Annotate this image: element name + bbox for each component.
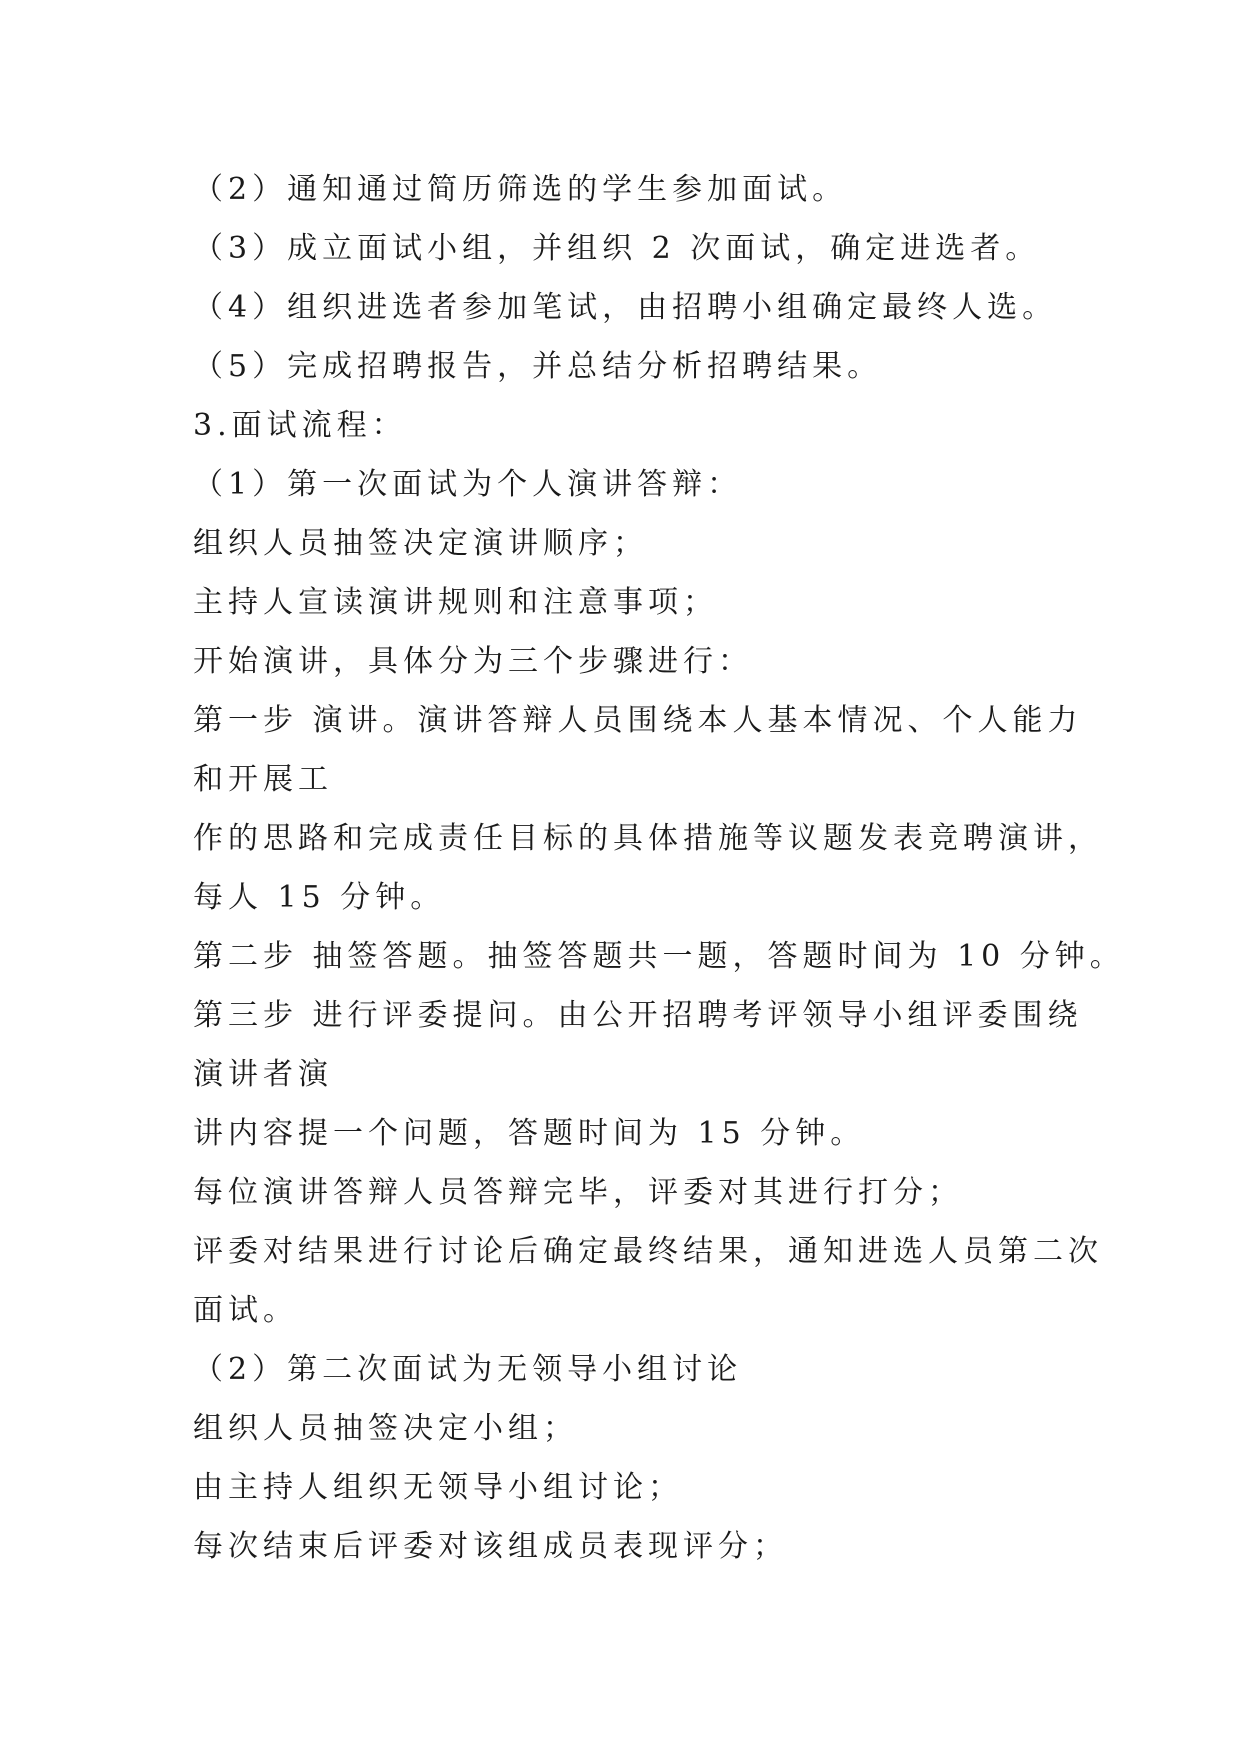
document-body [193,160,1125,1576]
text-line: （2）第二次面试为无领导小组讨论 [193,1352,743,1387]
text-line: 由主持人组织无领导小组讨论； [193,1470,683,1505]
text-line: 面试。 [193,1293,298,1328]
text-line: 第二步 抽签答题。抽签答题共一题，答题时间为 10 分钟。 [193,939,1125,974]
text-line: 和开展工 [193,762,333,797]
text-line: 主持人宣读演讲规则和注意事项； [193,585,718,620]
text-line: 每位演讲答辩人员答辩完毕，评委对其进行打分； [193,1175,963,1210]
text-line: 开始演讲，具体分为三个步骤进行： [193,644,753,679]
text-line: （2）通知通过简历筛选的学生参加面试。 [193,172,848,207]
text-line: （4）组织进选者参加笔试，由招聘小组确定最终人选。 [193,290,1058,325]
text-line: 组织人员抽签决定小组； [193,1411,578,1446]
text-line: 每人 15 分钟。 [193,880,446,915]
section-heading: 3.面试流程： [193,408,407,443]
text-line: 每次结束后评委对该组成员表现评分； [193,1529,788,1564]
text-line: （1）第一次面试为个人演讲答辩： [193,467,743,502]
text-line: 组织人员抽签决定演讲顺序； [193,526,648,561]
text-line: 作的思路和完成责任目标的具体措施等议题发表竞聘演讲， [193,821,1103,856]
text-line: 第一步 演讲。演讲答辩人员围绕本人基本情况、个人能力 [193,703,1083,738]
text-line: 第三步 进行评委提问。由公开招聘考评领导小组评委围绕 [193,998,1083,1033]
text-line: （5）完成招聘报告，并总结分析招聘结果。 [193,349,883,384]
text-line: （3）成立面试小组，并组织 2 次面试，确定进选者。 [193,231,1041,266]
text-line: 演讲者演 [193,1057,333,1092]
text-line: 评委对结果进行讨论后确定最终结果，通知进选人员第二次 [193,1234,1103,1269]
text-line: 讲内容提一个问题，答题时间为 15 分钟。 [193,1116,866,1151]
